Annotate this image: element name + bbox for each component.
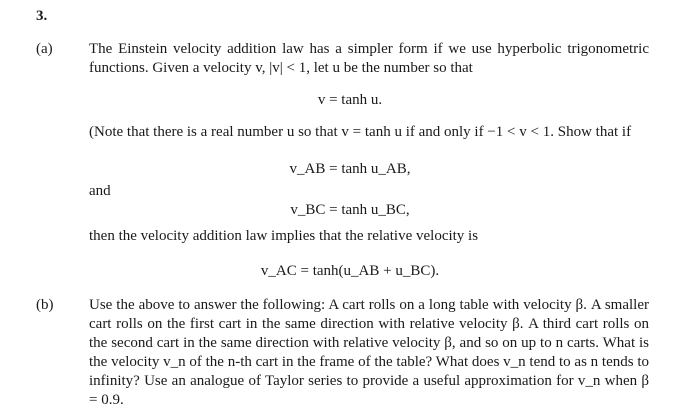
part-a-then: then the velocity addition law implies that the relative velocity is	[89, 228, 479, 244]
problem-number: 3.	[36, 8, 48, 24]
equation-text: v_AB = tanh u_AB,	[289, 161, 411, 177]
part-a-intro: The Einstein velocity addition law has a simpler form if we use hyperbolic trigonometric functions. Given a velocity v, |v| < 1, let u be the number so that	[89, 41, 649, 76]
equation-v-tanh-u	[0, 91, 700, 110]
equation-text: v = tanh u.	[317, 92, 383, 108]
equation-text: v_BC = tanh u_BC,	[290, 202, 410, 218]
equation-vbc	[0, 201, 700, 220]
equation-text: v_AC = tanh(u_AB + u_BC).	[260, 263, 440, 279]
part-b-text: Use the above to answer the following: A cart rolls on a long table with velocity β. A smaller cart rolls on the first cart in the same direction with relative velocity β. A third cart rolls on the second cart in the same direction with relative velocity β, and so on up to n carts. What is the velocity v_n of the n-th cart in the frame of the table? What does v_n tend to as n tends to infinity? Use an analogue of Taylor series to provide a useful approximation for v_n when β = 0.9.	[89, 297, 649, 408]
equation-vac	[0, 262, 700, 281]
equation-vab	[0, 160, 700, 179]
part-b-label: (b)	[36, 297, 54, 313]
and-text: and	[89, 183, 111, 199]
part-a-note: (Note that there is a real number u so that v = tanh u if and only if −1 < v < 1. Show that if	[89, 124, 632, 140]
part-a-label: (a)	[36, 41, 53, 57]
